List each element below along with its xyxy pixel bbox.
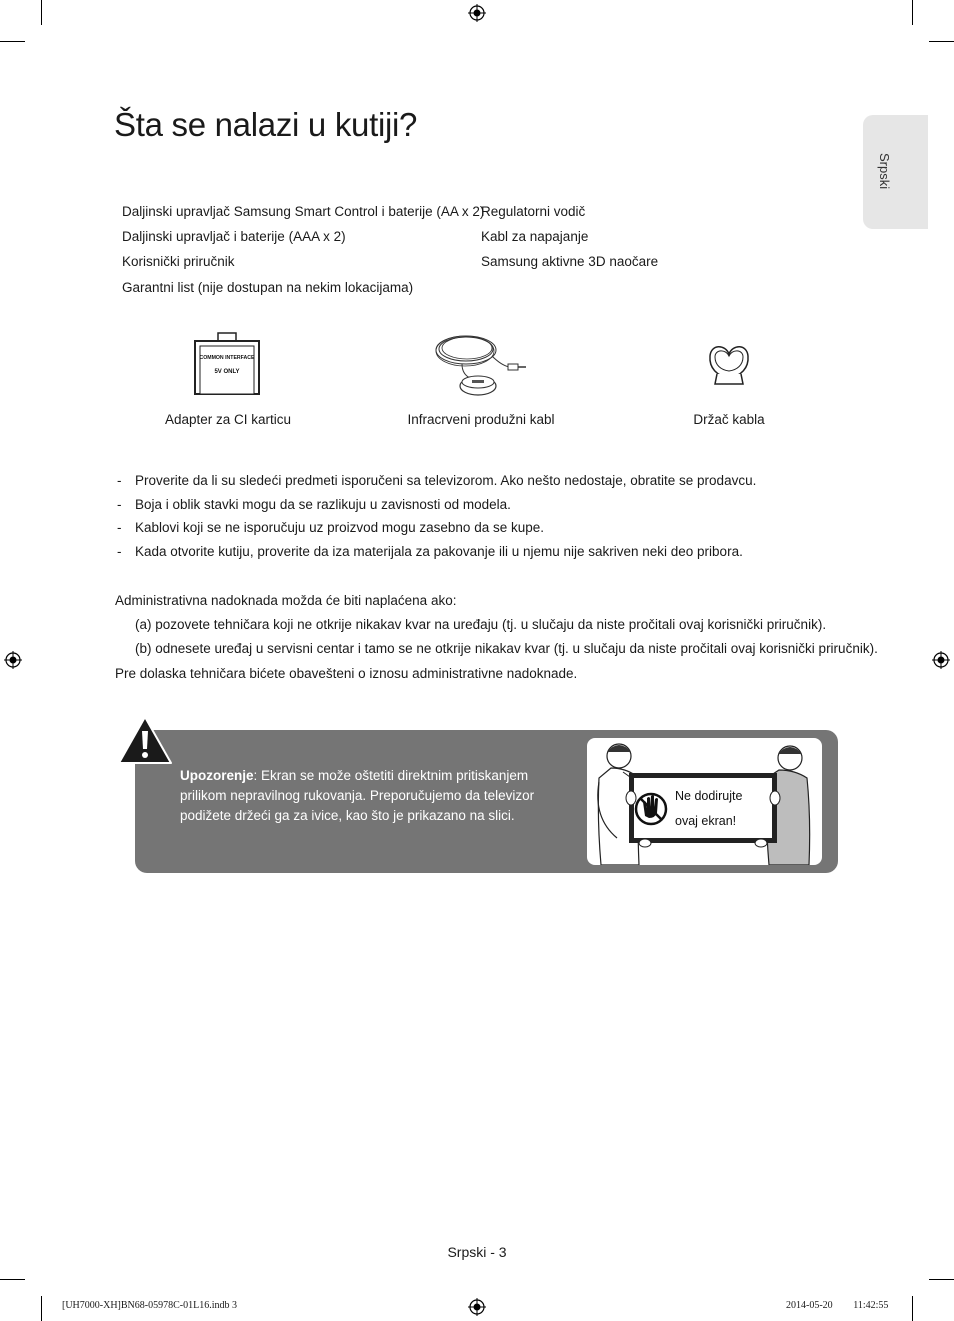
note-dash: -: [117, 520, 122, 535]
ci-adapter-print: COMMON INTERFACE: [199, 355, 255, 361]
warning-box: [135, 730, 838, 873]
note-item: [117, 473, 756, 488]
page-title: Šta se nalazi u kutiji?: [114, 106, 418, 143]
sign-text-line2: ovaj ekran!: [675, 814, 737, 828]
note-dash: -: [117, 497, 122, 512]
warning-body: : Ekran se može oštetiti direktnim pritiskanjem prilikom nepravilnog rukovanja. Preporučujemo da televizor podižete držeći ga za ivice, kao što je prikazano na slici.: [180, 768, 535, 823]
note-dash: -: [117, 544, 122, 559]
accessory-label: Držač kabla: [693, 412, 765, 427]
print-slug-file: [UH7000-XH]BN68-05978C-01L16.indb 3: [62, 1300, 237, 1311]
crop-mark: [929, 1279, 954, 1280]
crop-mark: [912, 0, 913, 25]
crop-mark: [41, 1296, 42, 1321]
crop-mark: [0, 1279, 25, 1280]
note-dash: -: [117, 473, 122, 488]
note-item: [117, 497, 511, 512]
note-text: Kablovi koji se ne isporučuju uz proizvod mogu zasebno da se kupe.: [135, 520, 544, 535]
note-item: [117, 544, 743, 559]
ir-extender-cable-icon: [432, 330, 528, 400]
contents-item: Korisnički priručnik: [122, 254, 235, 269]
warning-text: [180, 766, 570, 826]
contents-item: Samsung aktivne 3D naočare: [481, 254, 659, 269]
ci-adapter-print: 5V ONLY: [214, 369, 240, 375]
contents-item: Garantni list (nije dostupan na nekim lokacijama): [122, 280, 414, 295]
accessory-label: Infracrveni produžni kabl: [407, 412, 555, 427]
print-slug-date: 2014-05-20 ￿￿ 11:42:55: [786, 1300, 889, 1311]
side-tab-label: Srpski: [877, 153, 892, 190]
tv-handling-illustration: [587, 738, 822, 865]
page-number: Srpski - 3: [447, 1244, 507, 1260]
tv-handling-drawing: [587, 738, 822, 865]
admin-case-b: (b) odnesete uređaj u servisni centar i tamo se ne otkrije nikakav kvar (tj. u slučaju da niste pročitali ovaj korisnički priručnik).: [135, 641, 878, 656]
registration-mark-icon: [468, 1298, 486, 1316]
contents-item: Daljinski upravljač i baterije (AAA x 2): [122, 229, 346, 244]
note-text: Proverite da li su sledeći predmeti isporučeni sa televizorom. Ako nešto nedostaje, obratite se prodavcu.: [135, 473, 757, 488]
accessory-label: Adapter za CI karticu: [164, 412, 292, 427]
warning-triangle-icon: [117, 715, 173, 765]
note-text: Boja i oblik stavki mogu da se razlikuju u zavisnosti od modela.: [135, 497, 511, 512]
registration-mark-icon: [468, 4, 486, 22]
contents-item: Daljinski upravljač Samsung Smart Control i baterije (AA x 2): [122, 204, 485, 219]
note-text: Kada otvorite kutiju, proverite da iza materijala za pakovanje ili u njemu nije sakriven neki deo pribora.: [135, 544, 743, 559]
registration-mark-icon: [932, 651, 950, 669]
crop-mark: [0, 41, 25, 42]
registration-mark-icon: [4, 651, 22, 669]
language-side-tab: [863, 115, 928, 229]
ci-card-adapter-icon: [192, 331, 262, 397]
note-item: [117, 520, 544, 535]
admin-case-a: (a) pozovete tehničara koji ne otkrije nikakav kvar na uređaju (tj. u slučaju da niste pročitali ovaj korisnički priručnik).: [135, 617, 827, 632]
admin-outro: Pre dolaska tehničara bićete obavešteni o iznosu administrativne nadoknade.: [115, 666, 578, 681]
admin-intro: Administrativna nadoknada možda će biti naplaćena ako:: [115, 593, 457, 608]
sign-text-line1: Ne dodirujte: [675, 789, 743, 803]
cable-holder-icon: [705, 340, 753, 388]
contents-item: Regulatorni vodič: [481, 204, 586, 219]
warning-label: Upozorenje: [180, 768, 254, 783]
contents-item: Kabl za napajanje: [481, 229, 589, 244]
crop-mark: [929, 41, 954, 42]
crop-mark: [41, 0, 42, 25]
crop-mark: [912, 1296, 913, 1321]
